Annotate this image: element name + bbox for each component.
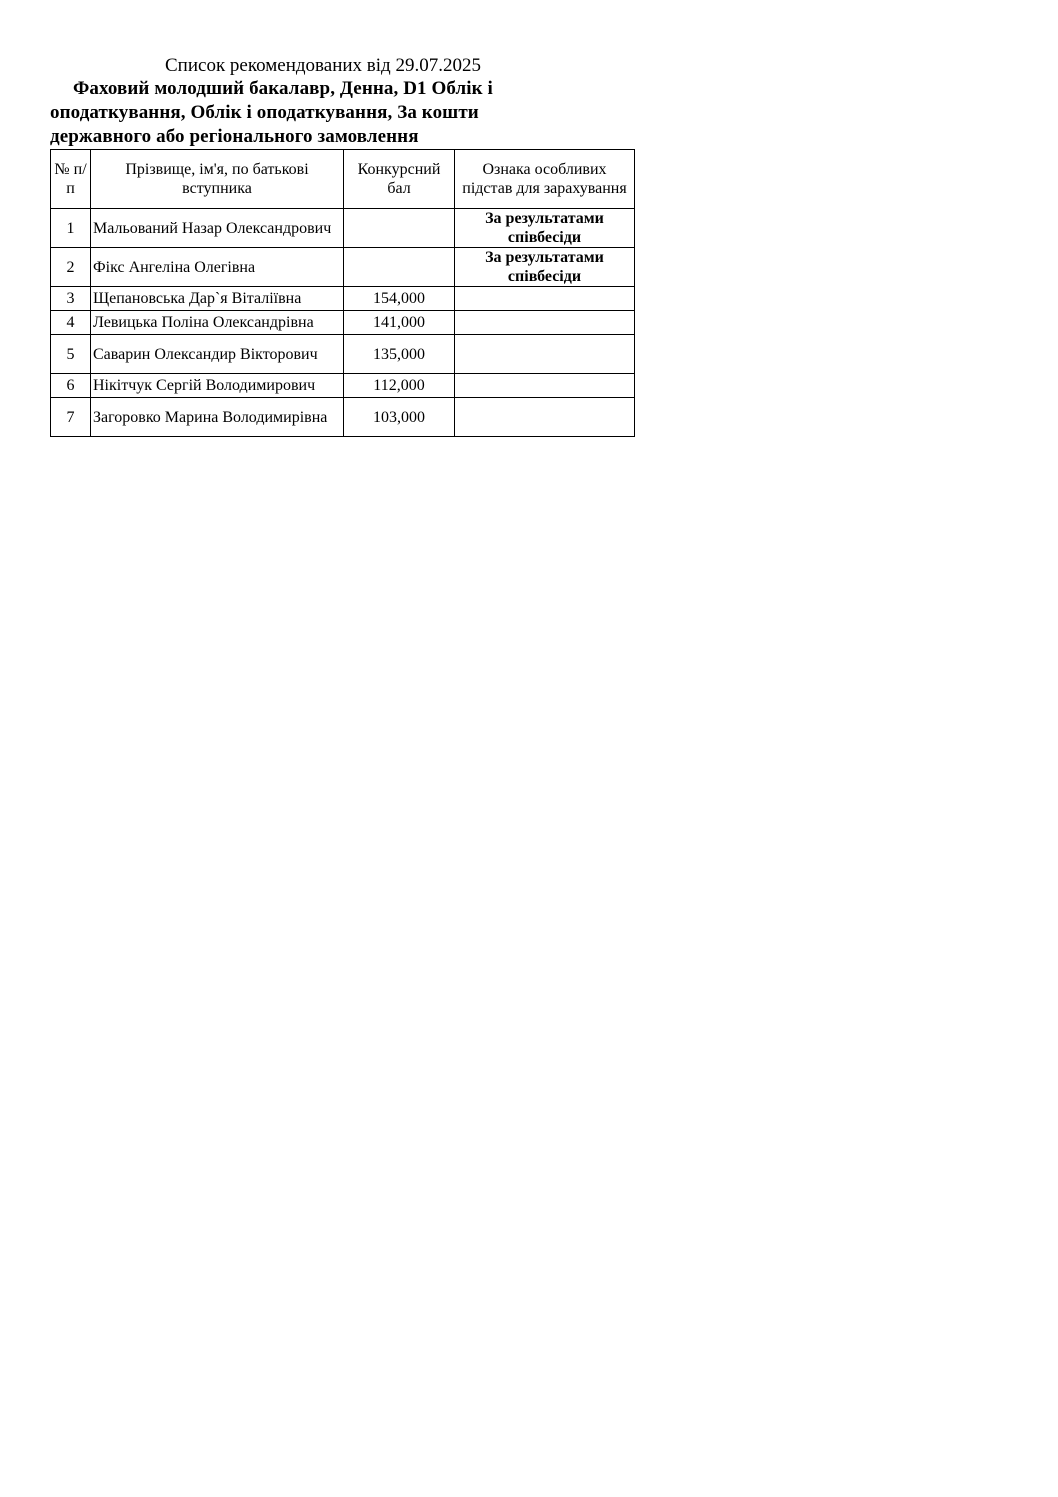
row-name: Нікітчук Сергій Володимирович bbox=[91, 374, 344, 398]
row-name: Загоровко Марина Володимирівна bbox=[91, 398, 344, 437]
row-name: Саварин Олександир Вікторович bbox=[91, 335, 344, 374]
table-row bbox=[51, 335, 635, 374]
header-basis: Ознака особливих підстав для зарахування bbox=[455, 150, 635, 209]
table-row bbox=[51, 398, 635, 437]
table-header-row bbox=[51, 150, 635, 209]
row-basis bbox=[455, 335, 635, 374]
row-num: 1 bbox=[51, 209, 91, 248]
table-row bbox=[51, 209, 635, 248]
row-score: 154,000 bbox=[344, 287, 455, 311]
row-name: Мальований Назар Олександрович bbox=[91, 209, 344, 248]
row-score: 112,000 bbox=[344, 374, 455, 398]
row-basis bbox=[455, 311, 635, 335]
row-basis bbox=[455, 287, 635, 311]
row-num: 5 bbox=[51, 335, 91, 374]
row-num: 4 bbox=[51, 311, 91, 335]
row-score bbox=[344, 248, 455, 287]
row-basis bbox=[455, 398, 635, 437]
row-score: 103,000 bbox=[344, 398, 455, 437]
row-basis: За результатами співбесіди bbox=[455, 209, 635, 248]
row-name: Щепановська Дар`я Віталіївна bbox=[91, 287, 344, 311]
row-name: Фікс Ангеліна Олегівна bbox=[91, 248, 344, 287]
row-num: 7 bbox=[51, 398, 91, 437]
row-num: 6 bbox=[51, 374, 91, 398]
row-num: 3 bbox=[51, 287, 91, 311]
recommended-list-table bbox=[50, 149, 635, 437]
row-score bbox=[344, 209, 455, 248]
row-basis: За результатами співбесіди bbox=[455, 248, 635, 287]
row-name: Левицька Поліна Олександрівна bbox=[91, 311, 344, 335]
page-subtitle: Фаховий молодший бакалавр, Денна, D1 Облік і оподаткування, Облік і оподаткування, За кошти державного або регіонального замовлення bbox=[50, 78, 493, 147]
header-num: № п/п bbox=[51, 150, 91, 209]
row-score: 141,000 bbox=[344, 311, 455, 335]
table-row bbox=[51, 374, 635, 398]
row-num: 2 bbox=[51, 248, 91, 287]
table-row bbox=[51, 311, 635, 335]
page-title: Список рекомендованих від 29.07.2025 bbox=[165, 55, 481, 76]
row-score: 135,000 bbox=[344, 335, 455, 374]
header-score: Конкурсний бал bbox=[344, 150, 455, 209]
row-basis bbox=[455, 374, 635, 398]
table-row bbox=[51, 287, 635, 311]
table-row bbox=[51, 248, 635, 287]
header-name: Прізвище, ім'я, по батькові вступника bbox=[91, 150, 344, 209]
